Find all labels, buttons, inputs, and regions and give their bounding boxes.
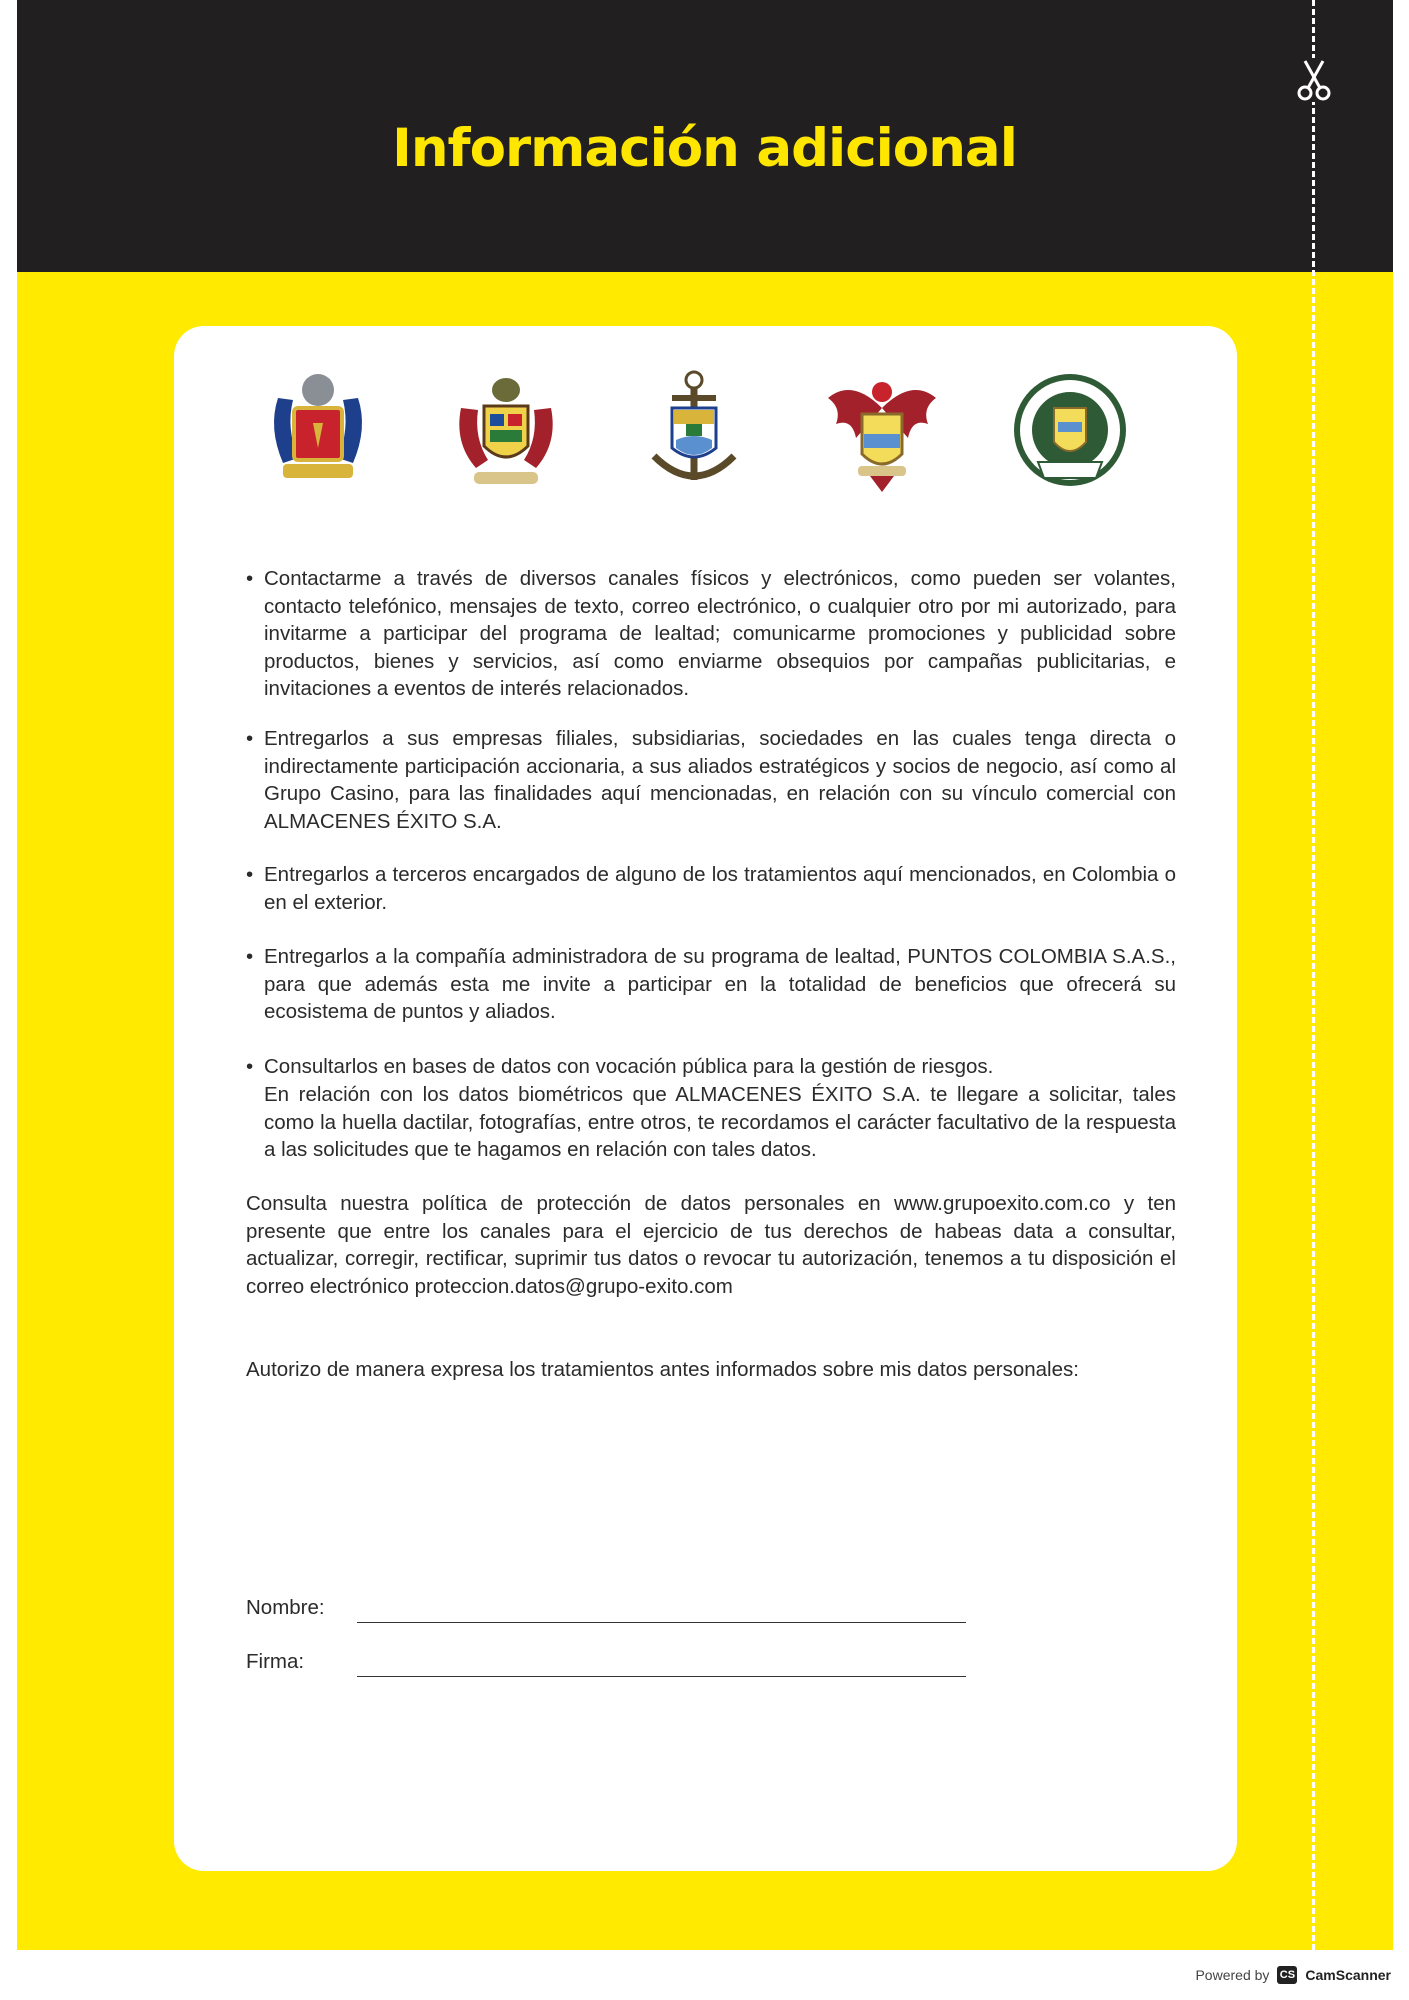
air-force-eagle-emblem-icon — [822, 368, 942, 498]
bullet-text: Entregarlos a sus empresas filiales, subsidiarias, sociedades en las cuales tenga directa o indirectamente participación accionaria, a sus aliados estratégicos y socios de negocio, así como al Grupo Casino, para las finalidades aquí mencionadas, en relación con su vínculo comercial con ALMACENES ÉXITO S.A. — [264, 727, 1176, 833]
policy-note: Consulta nuestra política de protección de datos personales en www.grupoexito.com.co y ten presente que entre los canales para el ejercicio de tus derechos de habeas data a consultar, actualizar, corregir, rectificar, suprimir tus datos o revocar tu autorización, tenemos a tu disposición el correo electrónico proteccion.datos@grupo-exito.com — [246, 1192, 1176, 1298]
biometric-note: En relación con los datos biométricos que ALMACENES ÉXITO S.A. te llegare a solicitar, tales como la huella dactilar, fotografías, entre otros, te recordamos el carácter facultativo de la respuesta a las solicitudes que te hagamos en relación con tales datos. — [264, 1083, 1176, 1162]
bullet-marker: • — [246, 567, 254, 590]
navy-anchor-emblem-icon — [634, 368, 754, 498]
bullet-affiliates — [246, 725, 1176, 835]
signature-field-line[interactable] — [357, 1676, 966, 1677]
bullet-text: Entregarlos a la compañía administradora de su programa de lealtad, PUNTOS COLOMBIA S.A.S., para que además esta me invite a participar en la totalidad de beneficios que ofrecerá su ecosistema de puntos y aliados. — [264, 945, 1176, 1024]
scanner-footer — [1195, 1966, 1391, 1984]
military-coat-of-arms-icon — [446, 368, 566, 498]
bullet-marker: • — [246, 1055, 254, 1078]
bullet-public-databases — [246, 1053, 1176, 1081]
bullet-third-parties — [246, 861, 1176, 916]
bullet-marker: • — [246, 945, 254, 968]
bullet-loyalty-company — [246, 943, 1176, 1026]
bullet-contact — [246, 565, 1176, 703]
bullet-text: Contactarme a través de diversos canales físicos y electrónicos, como pueden ser volantes, contacto telefónico, mensajes de texto, correo electrónico, o cualquier otro por mi autorizado, para invitarme a participar del programa de lealtad; comunicarme promociones y publicidad sobre productos, bienes y servicios, así como enviarme obsequios por campañas publicitarias, e invitaciones a eventos de interés relacionados. — [264, 567, 1176, 701]
bullet-text: Entregarlos a terceros encargados de alguno de los tratamientos aquí mencionados, en Colombia o en el exterior. — [264, 863, 1176, 914]
emblem-row — [174, 368, 1237, 498]
name-field-line[interactable] — [357, 1622, 966, 1623]
powered-by-text: Powered by — [1195, 1967, 1270, 1983]
bullet-marker: • — [246, 863, 254, 886]
police-seal-icon — [1010, 368, 1130, 498]
camscanner-logo-icon: CS — [1277, 1966, 1297, 1984]
cut-line — [1312, 0, 1315, 1950]
bullet-text: Consultarlos en bases de datos con vocación pública para la gestión de riesgos. — [264, 1055, 994, 1078]
signature-label: Firma: — [246, 1650, 305, 1673]
army-coat-of-arms-icon — [258, 368, 378, 498]
authorization-statement: Autorizo de manera expresa los tratamientos antes informados sobre mis datos personales: — [246, 1358, 1079, 1381]
bullet-marker: • — [246, 727, 254, 750]
camscanner-brand: CamScanner — [1305, 1967, 1391, 1983]
name-label: Nombre: — [246, 1596, 325, 1619]
page-title: Información adicional — [392, 118, 1017, 179]
scissors-icon — [1296, 58, 1332, 102]
content-card — [174, 326, 1237, 1871]
